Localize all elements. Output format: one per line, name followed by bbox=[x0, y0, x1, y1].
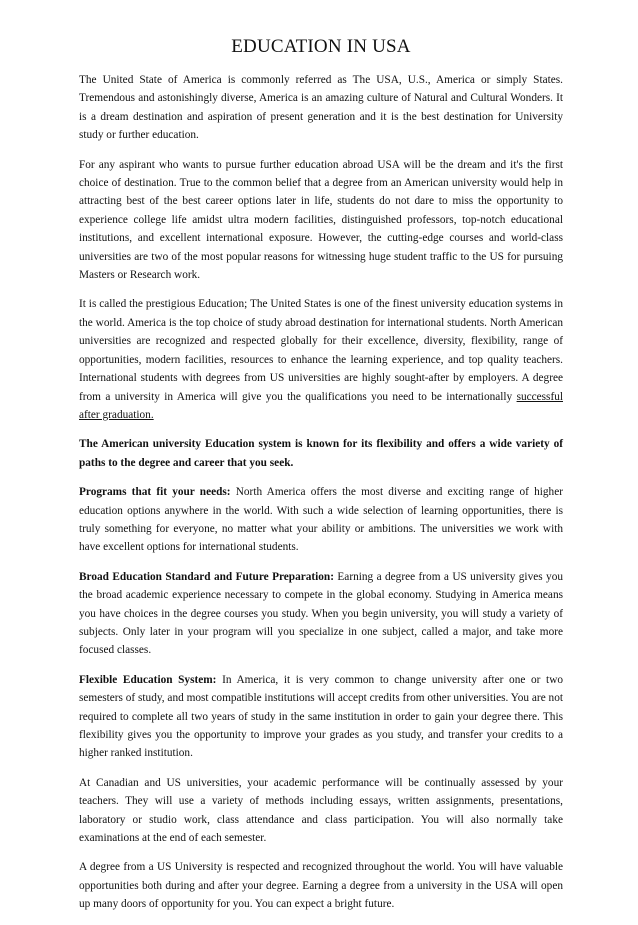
paragraph-programs bbox=[79, 483, 563, 557]
broad-education-heading: Broad Education Standard and Future Preparation: bbox=[79, 570, 334, 583]
paragraph-flexible-system bbox=[79, 671, 563, 763]
programs-heading: Programs that fit your needs: bbox=[79, 486, 231, 499]
paragraph-assessment: At Canadian and US universities, your academic performance will be continually assessed by your teachers. They will use a variety of methods including essays, written assignments, presentations, laboratory or studio work, class attendance and class participation. You will also normally take examinations at the end of each semester. bbox=[79, 776, 563, 845]
paragraph-conclusion: A degree from a US University is respected and recognized throughout the world. You will have valuable opportunities both during and after your degree. Earning a degree from a university in the USA will open up many doors of opportunity for you. You can expect a bright future. bbox=[79, 861, 563, 911]
flexible-system-heading: Flexible Education System: bbox=[79, 673, 217, 686]
paragraph-aspirant: For any aspirant who wants to pursue further education abroad USA will be the dream and it's the first choice of destination. True to the common belief that a degree from an American university would help in attracting best of the best career options later in life, students do not dare to miss the opportunity to experience college life amidst ultra modern facilities, distinguished professors, top-notch educational institutions, and excellent international exposure. However, the cutting-edge courses and world-class universities are two of the most popular reasons for witnessing huge student traffic to the US for pursuing Masters or Research work. bbox=[79, 158, 563, 282]
paragraph-prestigious bbox=[79, 295, 563, 424]
document-page bbox=[79, 36, 563, 925]
programs-text: North America offers the most diverse and exciting range of higher education options anywhere in the world. With such a wide selection of learning opportunities, there is truly something for everyone, no matter what your ability or ambitions. The universities we work with have excellent options for international students. bbox=[79, 486, 563, 554]
broad-education-text: Earning a degree from a US university gives you the broad academic experience necessary to compete in the global economy. Studying in America means you have choices in the degree courses you study. When you begin university, you will study a variety of subjects. Only later in your program will you specialize in one subject, called a major, and take more focused classes. bbox=[79, 570, 563, 657]
paragraph-broad-education bbox=[79, 568, 563, 660]
underlined-phrase: successful after graduation. bbox=[79, 390, 563, 421]
paragraph-flexibility-highlight: The American university Education system is known for its flexibility and offers a wide variety of paths to the degree and career that you seek. bbox=[79, 438, 563, 469]
document-title: EDUCATION IN USA bbox=[231, 36, 411, 57]
flexible-system-text: In America, it is very common to change university after one or two semesters of study, and most compatible institutions will accept credits from other universities. You are not required to complete all two years of study in the same institution in order to gain your degree there. This flexibility gives you the opportunity to improve your grades as you study, and transfer your credits to a higher ranked institution. bbox=[79, 673, 564, 760]
paragraph-prestigious-text: It is called the prestigious Education; The United States is one of the finest university education systems in the world. America is the top choice of study abroad destination for international students. North American universities are recognized and respected globally for their excellence, diversity, flexibility, range of opportunities, modern facilities, resources to enhance the learning experience, and top quality teachers. International students with degrees from US universities are highly sought-after by employers. A degree from a university in America will give you the qualifications you need to be internationally bbox=[79, 298, 563, 403]
paragraph-intro: The United State of America is commonly referred as The USA, U.S., America or simply States. Tremendous and astonishingly diverse, America is an amazing culture of Natural and Cultural Wonders. It is a dream destination and aspiration of present generation and it is the best destination for University study or further education. bbox=[79, 74, 563, 142]
